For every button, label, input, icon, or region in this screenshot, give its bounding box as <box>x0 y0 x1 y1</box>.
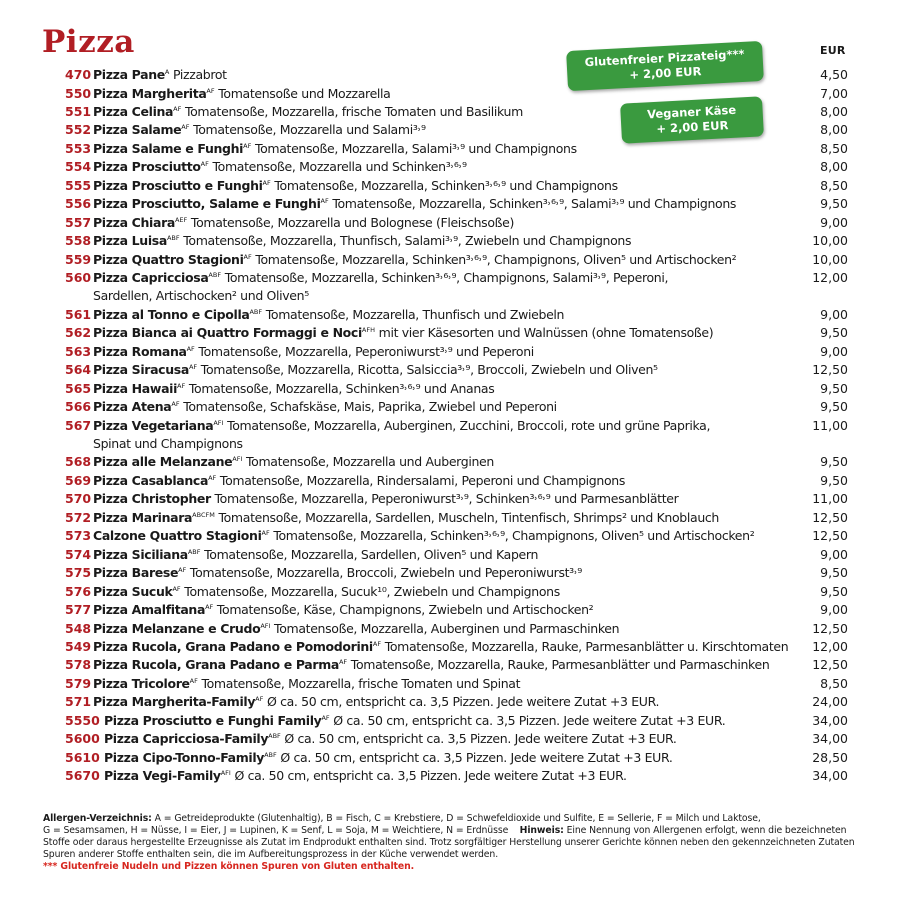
menu-item-description <box>93 140 793 158</box>
menu-item-number: 5600 <box>65 731 100 747</box>
menu-item-number: 565 <box>65 380 92 396</box>
menu-item <box>0 251 900 269</box>
menu-item-ingredients: Ø ca. 50 cm, entspricht ca. 3,5 Pizzen. Jede weitere Zutat +3 EUR. <box>333 712 726 728</box>
allergen-codes: AFI <box>220 769 231 778</box>
menu-item-price: 9,50 <box>820 583 848 599</box>
menu-item-name: Pizza Cipo-Tonno-Family <box>104 749 265 765</box>
menu-item-description <box>93 324 793 342</box>
menu-item-number: 550 <box>65 85 92 101</box>
menu-item-description <box>93 269 793 305</box>
menu-item-name: Pizza alle Melanzane <box>93 454 233 470</box>
menu-item-number: 561 <box>65 306 92 322</box>
menu-item-name: Pizza Prosciutto, Salame e Funghi <box>93 196 321 212</box>
menu-item-ingredients: Tomatensoße, Mozzarella, Schinken³˒⁶˒⁹, Champignons, Oliven⁵ und Artischocken² <box>255 251 737 267</box>
allergen-codes: ABF <box>187 547 201 556</box>
menu-item-price: 9,00 <box>820 546 848 562</box>
gluten-trace-note: *** Glutenfreie Nudeln und Pizzen können Spuren von Gluten enthalten. <box>43 861 415 872</box>
menu-item <box>0 140 900 158</box>
menu-item-name: Pizza Salame e Funghi <box>93 140 244 156</box>
gluten-free-badge-price: + 2,00 EUR <box>629 64 702 82</box>
menu-item-ingredients: Tomatensoße, Mozzarella, Schinken³˒⁶˒⁹, Salami³˒⁹ und Champignons <box>332 196 737 212</box>
allergen-codes: AF <box>177 381 186 390</box>
gluten-free-badge-label: Glutenfreier Pizzateig*** <box>584 46 745 70</box>
menu-item <box>0 214 900 232</box>
menu-item-number: 568 <box>65 454 92 470</box>
menu-item-ingredients: Tomatensoße, Mozzarella, Peperoniwurst³˒⁹, Schinken³˒⁶˒⁹ und Parmesanblätter <box>214 491 679 507</box>
menu-item-ingredients: Tomatensoße, Mozzarella, Broccoli, Zwiebeln und Peperoniwurst³˒⁹ <box>189 565 582 581</box>
menu-item-number: 566 <box>65 399 92 415</box>
menu-item-number: 557 <box>65 214 92 230</box>
menu-item-price: 11,00 <box>812 417 848 433</box>
menu-item-name: Pizza Melanzane e Crudo <box>93 620 261 636</box>
menu-item <box>0 66 900 84</box>
menu-item <box>0 398 900 416</box>
menu-item-ingredients: Tomatensoße, Mozzarella und Salami³˒⁹ <box>193 122 426 138</box>
menu-item-ingredients: Tomatensoße, Mozzarella, Schinken³˒⁶˒⁹, Champignons, Salami³˒⁹, Peperoni, <box>224 269 669 285</box>
menu-item-description <box>93 195 793 213</box>
allergen-codes: AF <box>320 197 329 206</box>
menu-item-description <box>93 490 793 508</box>
menu-item-number: 470 <box>65 67 92 82</box>
menu-item-name: Pizza Marinara <box>93 509 193 525</box>
allergen-codes: ABF <box>264 750 277 759</box>
menu-item-number: 560 <box>65 269 92 285</box>
menu-item-price: 12,50 <box>812 509 848 525</box>
menu-item-price: 9,50 <box>820 399 848 415</box>
menu-item <box>0 453 900 471</box>
menu-item-ingredients: Tomatensoße, Mozzarella, Salami³˒⁹ und Champignons <box>254 140 577 156</box>
menu-item-name: Pizza Tricolore <box>93 675 190 691</box>
menu-item-price: 10,00 <box>812 233 848 248</box>
menu-item-description <box>93 583 793 601</box>
menu-item <box>0 712 900 730</box>
menu-item <box>0 343 900 361</box>
menu-item <box>0 361 900 379</box>
menu-item-number: 571 <box>65 694 92 710</box>
menu-item-name: Pizza Casablanca <box>93 472 209 488</box>
menu-item-number: 5670 <box>65 768 100 784</box>
menu-item-name: Pizza Atena <box>93 399 172 415</box>
menu-item-description <box>104 712 804 730</box>
allergen-codes: AF <box>208 473 217 482</box>
menu-item <box>0 85 900 103</box>
menu-item-number: 576 <box>65 583 92 599</box>
menu-item-price: 9,50 <box>820 454 848 470</box>
menu-item-price: 9,00 <box>820 214 848 230</box>
menu-item-number: 579 <box>65 675 92 691</box>
menu-item-name: Calzone Quattro Stagioni <box>93 528 262 544</box>
menu-item <box>0 232 900 250</box>
menu-item-description <box>93 601 793 619</box>
menu-item-description <box>93 343 793 361</box>
allergen-codes: AFI <box>260 621 271 630</box>
menu-item <box>0 564 900 582</box>
menu-item-ingredients: Ø ca. 50 cm, entspricht ca. 3,5 Pizzen. Jede weitere Zutat +3 EUR. <box>234 768 627 784</box>
allergen-codes: AEF <box>174 215 188 224</box>
allergen-codes: AF <box>243 252 252 261</box>
menu-item <box>0 380 900 398</box>
menu-item <box>0 601 900 619</box>
menu-item-description <box>93 232 793 250</box>
allergen-codes: AF <box>172 584 181 593</box>
menu-item-name: Pizza Margherita <box>93 85 207 101</box>
menu-item <box>0 472 900 490</box>
menu-item-ingredients: Tomatensoße, Mozzarella, frische Tomaten und Spinat <box>201 675 521 691</box>
menu-item-description <box>93 564 793 582</box>
menu-item <box>0 121 900 139</box>
menu-item-ingredients: Tomatensoße, Mozzarella, Thunfisch und Zwiebeln <box>265 306 565 322</box>
menu-item-description <box>93 251 793 269</box>
allergen-codes: AF <box>186 344 195 353</box>
menu-item-name: Pizza Hawaii <box>93 380 178 396</box>
menu-item <box>0 527 900 545</box>
menu-item-number: 5610 <box>65 749 100 765</box>
menu-item-price: 9,50 <box>820 325 848 341</box>
allergen-codes: AFI <box>232 455 243 464</box>
menu-item-ingredients: Tomatensoße, Mozzarella, Auberginen, Zucchini, Broccoli, rote und grüne Paprika, <box>227 417 711 433</box>
menu-item-description <box>93 85 793 103</box>
menu-item-description <box>93 121 793 139</box>
menu-item-number: 569 <box>65 472 92 488</box>
menu-item-name: Pizza Pane <box>93 67 165 82</box>
menu-item-name: Pizza Quattro Stagioni <box>93 251 244 267</box>
menu-item-name: Pizza Siracusa <box>93 362 189 378</box>
menu-item <box>0 103 900 121</box>
menu-item-price: 8,50 <box>820 177 848 193</box>
menu-item-ingredients: Tomatensoße, Mozzarella, Rindersalami, Peperoni und Champignons <box>219 472 625 488</box>
menu-item-ingredients: Tomatensoße, Mozzarella, Schinken³˒⁶˒⁹, Champignons, Oliven⁵ und Artischocken² <box>273 528 755 544</box>
allergen-codes: AF <box>188 363 198 372</box>
menu-item-price: 28,50 <box>812 749 848 765</box>
menu-item-number: 558 <box>65 233 92 248</box>
menu-item <box>0 638 900 656</box>
menu-item-number: 575 <box>65 565 92 581</box>
menu-item-price: 8,00 <box>820 159 848 175</box>
menu-item-ingredients: Tomatensoße, Mozzarella, Rauke, Parmesanblätter u. Kirschtomaten <box>384 639 789 654</box>
menu-item-number: 554 <box>65 159 92 175</box>
menu-item <box>0 749 900 767</box>
menu-item-price: 24,00 <box>812 694 848 710</box>
menu-item-ingredients: Tomatensoße, Mozzarella, Schinken³˒⁶˒⁹ und Ananas <box>188 380 495 396</box>
menu-item-name: Pizza Romana <box>93 343 187 359</box>
menu-item-description <box>93 398 793 416</box>
menu-item-price: 9,00 <box>820 602 848 617</box>
allergen-codes: AF <box>189 676 198 685</box>
menu-item-ingredients-continued: Spinat und Champignons <box>93 435 243 451</box>
vegan-cheese-badge-price: + 2,00 EUR <box>656 118 729 136</box>
menu-item-name: Pizza Salame <box>93 122 182 138</box>
menu-item-name: Pizza al Tonno e Cipolla <box>93 306 250 322</box>
menu-item-number: 567 <box>65 417 92 433</box>
menu-item-ingredients: Tomatensoße, Mozzarella, Peperoniwurst³˒⁹ und Peperoni <box>198 343 534 359</box>
menu-item-ingredients: Tomatensoße, Mozzarella, frische Tomaten und Basilikum <box>184 103 523 119</box>
menu-item-number: 555 <box>65 177 92 193</box>
menu-item-ingredients: Tomatensoße, Mozzarella, Sardellen, Oliven⁵ und Kapern <box>204 546 539 562</box>
allergen-line-2: G = Sesamsamen, H = Nüsse, I = Eier, J = Lupinen, K = Senf, L = Soja, M = Weichtiere, N = Erdnüsse <box>43 825 509 836</box>
menu-item-description <box>93 472 793 490</box>
menu-item-description <box>93 417 793 453</box>
menu-item-price: 12,00 <box>812 269 848 285</box>
menu-item-price: 34,00 <box>812 731 848 747</box>
menu-item-price: 4,50 <box>820 67 848 82</box>
menu-item-number: 559 <box>65 251 92 267</box>
menu-item-description <box>93 675 793 693</box>
hint-text: Eine Nennung von Allergenen erfolgt, wenn die bezeichneten Stoffe oder daraus hergestellte Erzeugnisse als Zutat im Endprodukt enthalten sind. Trotz sorgfältiger Herstellung unserer Gerichte können neben den gekennzeichneten Zutaten Spuren anderer Stoffe enthalten sein, die im Aufbereitungsprozess in der Küche verwendet werden. <box>43 825 855 860</box>
menu-item-name: Pizza Margherita-Family <box>93 694 256 710</box>
menu-item-price: 8,00 <box>820 103 848 119</box>
menu-item-name: Pizza Capricciosa-Family <box>104 731 269 747</box>
hint-label: Hinweis: <box>519 825 564 836</box>
allergen-legend <box>43 813 863 873</box>
allergen-codes: AF <box>338 658 348 667</box>
menu-item-number: 578 <box>65 657 92 673</box>
menu-item-description <box>93 66 793 84</box>
allergen-codes: AF <box>205 603 214 611</box>
menu-item-ingredients: Tomatensoße und Mozzarella <box>218 85 391 101</box>
menu-item-description <box>93 620 793 638</box>
menu-item-description <box>93 453 793 471</box>
menu-item-description <box>93 177 793 195</box>
menu-item <box>0 490 900 508</box>
menu-item-number: 562 <box>65 325 92 341</box>
menu-item-name: Pizza Chiara <box>93 214 175 230</box>
menu-item-name: Pizza Vegi-Family <box>104 768 221 784</box>
menu-item-ingredients: Tomatensoße, Mozzarella, Auberginen und Parmaschinken <box>274 620 620 636</box>
allergen-codes: AFI <box>213 418 224 427</box>
menu-item-price: 12,50 <box>812 657 848 673</box>
menu-item-ingredients: Tomatensoße, Mozzarella, Sardellen, Muscheln, Tintenfisch, Shrimps² und Knoblauch <box>218 509 719 525</box>
menu-item-description <box>93 361 793 379</box>
menu-item <box>0 509 900 527</box>
allergen-codes: AF <box>173 104 182 113</box>
menu-item-ingredients: Tomatensoße, Mozzarella, Sucuk¹⁰, Zwiebeln und Champignons <box>184 583 560 599</box>
menu-item-ingredients: Tomatensoße, Mozzarella und Auberginen <box>245 454 494 470</box>
allergen-codes: AF <box>372 640 382 648</box>
menu-item-description <box>93 214 793 232</box>
menu-item <box>0 269 900 305</box>
menu-item-number: 553 <box>65 140 92 156</box>
menu-item-description <box>93 380 793 398</box>
menu-item-price: 8,00 <box>820 122 848 138</box>
menu-item-name: Pizza Rucola, Grana Padano e Pomodorini <box>93 639 373 654</box>
currency-header: EUR <box>820 44 846 57</box>
menu-item-description <box>93 527 793 545</box>
menu-item-description <box>93 306 793 324</box>
menu-item <box>0 177 900 195</box>
allergen-codes: AF <box>178 566 187 575</box>
menu-item-number: 548 <box>65 620 92 636</box>
menu-item-name: Pizza Siciliana <box>93 546 188 562</box>
allergen-heading: Allergen-Verzeichnis: <box>43 813 152 824</box>
menu-item-price: 9,50 <box>820 565 848 581</box>
menu-item-ingredients-continued: Sardellen, Artischocken² und Oliven⁵ <box>93 287 309 303</box>
menu-item-ingredients: mit vier Käsesorten und Walnüssen (ohne Tomatensoße) <box>378 325 714 341</box>
allergen-codes: AF <box>206 86 215 95</box>
menu-item-number: 556 <box>65 196 92 212</box>
allergen-codes: AF <box>171 400 180 409</box>
page-title: Pizza <box>42 24 135 60</box>
menu-item-name: Pizza Christopher <box>93 491 211 507</box>
menu-item <box>0 195 900 213</box>
menu-item-price: 12,50 <box>812 362 848 378</box>
menu-item-number: 563 <box>65 343 92 359</box>
menu-item-name: Pizza Prosciutto e Funghi Family <box>104 712 322 728</box>
menu-item <box>0 620 900 638</box>
menu-item-price: 9,50 <box>820 196 848 212</box>
menu-item-price: 9,00 <box>820 343 848 359</box>
menu-item <box>0 158 900 176</box>
allergen-codes: ABF <box>268 732 281 741</box>
allergen-codes: AFH <box>361 326 375 335</box>
menu-item-name: Pizza Luisa <box>93 233 167 248</box>
menu-item <box>0 656 900 674</box>
menu-item-ingredients: Pizzabrot <box>173 67 227 82</box>
allergen-codes: AF <box>181 123 190 132</box>
menu-item-description <box>104 749 804 767</box>
menu-item-number: 577 <box>65 602 92 617</box>
menu-item-price: 7,00 <box>820 85 848 101</box>
menu-item-description <box>93 638 793 656</box>
menu-item-number: 551 <box>65 103 92 119</box>
menu-item-description <box>93 509 793 527</box>
menu-item-description <box>93 693 793 711</box>
allergen-codes: ABF <box>208 270 222 279</box>
vegan-cheese-badge-label: Veganer Käse <box>646 102 737 122</box>
menu-item <box>0 324 900 342</box>
menu-item-number: 5550 <box>65 712 100 728</box>
menu-item-description <box>104 730 804 748</box>
allergen-codes: AF <box>255 695 264 704</box>
menu-item-number: 570 <box>65 491 92 507</box>
menu-item-name: Pizza Celina <box>93 103 174 119</box>
menu-item-name: Pizza Capricciosa <box>93 269 209 285</box>
menu-item <box>0 306 900 324</box>
menu-item-price: 9,00 <box>820 306 848 322</box>
menu-item-price: 9,50 <box>820 380 848 396</box>
menu-item-name: Pizza Barese <box>93 565 179 581</box>
menu-item-description <box>93 103 793 121</box>
menu-item-price: 9,50 <box>820 472 848 488</box>
allergen-codes: ABF <box>166 234 180 242</box>
allergen-codes: ABF <box>249 307 263 316</box>
menu-item-description <box>93 158 793 176</box>
menu-item <box>0 693 900 711</box>
menu-item <box>0 730 900 748</box>
allergen-codes: ABCFM <box>192 510 215 519</box>
allergen-codes: AF <box>200 160 209 169</box>
menu-item <box>0 546 900 564</box>
menu-item-ingredients: Tomatensoße, Mozzarella, Thunfisch, Salami³˒⁹, Zwiebeln und Champignons <box>183 233 632 248</box>
menu-item-price: 34,00 <box>812 768 848 784</box>
menu-item-number: 572 <box>65 509 92 525</box>
menu-item-number: 564 <box>65 362 92 378</box>
menu-item-ingredients: Ø ca. 50 cm, entspricht ca. 3,5 Pizzen. Jede weitere Zutat +3 EUR. <box>266 694 660 710</box>
menu-item-name: Pizza Vegetariana <box>93 417 214 433</box>
menu-item-name: Pizza Rucola, Grana Padano e Parma <box>93 657 339 673</box>
menu-item-ingredients: Tomatensoße, Mozzarella, Rauke, Parmesanblätter und Parmaschinken <box>350 657 770 673</box>
menu-item-name: Pizza Prosciutto e Funghi <box>93 177 263 193</box>
menu-item-description <box>104 767 804 785</box>
menu-item-price: 8,50 <box>820 675 848 691</box>
menu-item-ingredients: Tomatensoße, Mozzarella, Ricotta, Salsiccia³˒⁹, Broccoli, Zwiebeln und Oliven⁵ <box>200 362 658 378</box>
menu-item <box>0 583 900 601</box>
menu-item-ingredients: Tomatensoße, Mozzarella und Bolognese (Fleischsoße) <box>190 214 515 230</box>
allergen-codes: A <box>164 68 170 76</box>
menu-item-ingredients: Tomatensoße, Schafskäse, Mais, Paprika, Zwiebel und Peperoni <box>183 399 557 415</box>
menu-item-price: 11,00 <box>812 491 848 507</box>
menu-item-price: 8,50 <box>820 140 848 156</box>
menu-item-number: 574 <box>65 546 92 562</box>
menu-item-ingredients: Tomatensoße, Käse, Champignons, Zwiebeln und Artischocken² <box>216 602 594 617</box>
menu-item <box>0 675 900 693</box>
menu-item-number: 573 <box>65 528 92 544</box>
allergen-line-1: A = Getreideprodukte (Glutenhaltig), B = Fisch, C = Krebstiere, D = Schwefeldioxide und Sulfite, E = Sellerie, F = Milch und Laktose, <box>154 813 761 824</box>
menu-item-name: Pizza Prosciutto <box>93 159 201 175</box>
menu-item-ingredients: Tomatensoße, Mozzarella, Schinken³˒⁶˒⁹ und Champignons <box>274 177 618 193</box>
menu-item-name: Pizza Amalfitana <box>93 602 206 617</box>
menu-item-number: 552 <box>65 122 92 138</box>
allergen-codes: AF <box>261 529 270 538</box>
allergen-codes: AF <box>243 141 252 150</box>
menu-item-number: 549 <box>65 639 92 654</box>
menu-item-name: Pizza Sucuk <box>93 583 173 599</box>
menu-item <box>0 417 900 453</box>
menu-item-ingredients: Ø ca. 50 cm, entspricht ca. 3,5 Pizzen. Jede weitere Zutat +3 EUR. <box>280 749 673 765</box>
menu-item-description <box>93 546 793 564</box>
menu-item-price: 12,50 <box>812 620 848 636</box>
menu-item-price: 12,00 <box>812 639 848 654</box>
allergen-codes: AF <box>321 713 330 722</box>
allergen-codes: AF <box>262 178 271 187</box>
menu-item-ingredients: Ø ca. 50 cm, entspricht ca. 3,5 Pizzen. Jede weitere Zutat +3 EUR. <box>284 731 677 747</box>
menu-item-name: Pizza Bianca ai Quattro Formaggi e Noci <box>93 325 362 341</box>
menu-item-price: 34,00 <box>812 712 848 728</box>
menu-item-price: 12,50 <box>812 528 848 544</box>
menu-item-ingredients: Tomatensoße, Mozzarella und Schinken³˒⁶˒⁹ <box>212 159 467 175</box>
menu-item <box>0 767 900 785</box>
menu-item-description <box>93 656 793 674</box>
menu-item-price: 10,00 <box>812 251 848 267</box>
